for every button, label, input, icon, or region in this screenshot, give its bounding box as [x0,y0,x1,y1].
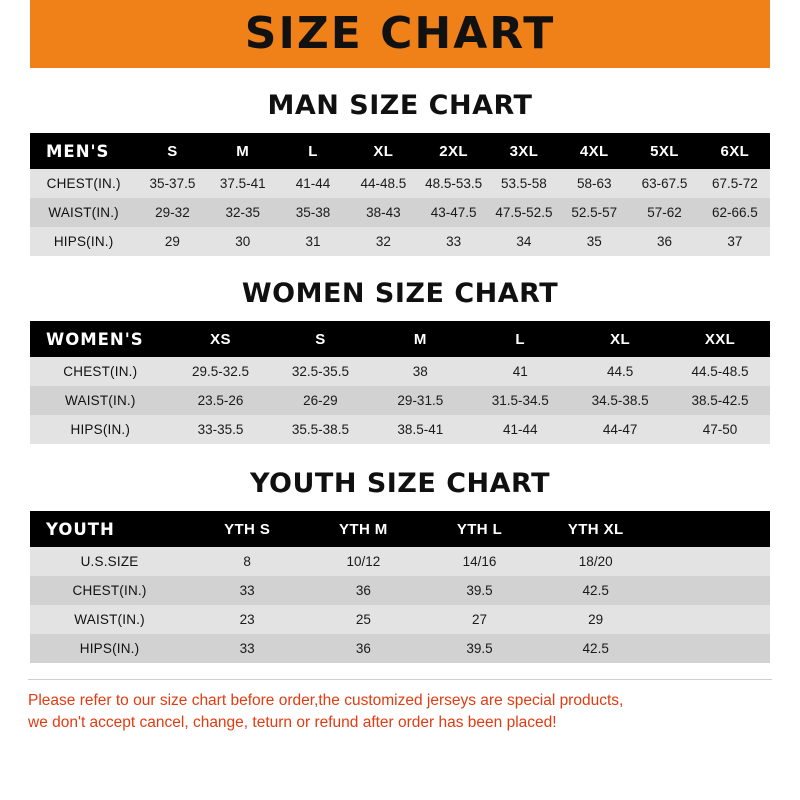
cell: 36 [305,576,421,605]
table-row [30,169,770,198]
cell: 30 [208,227,278,256]
cell-spacer [654,605,770,634]
cell: 34.5-38.5 [570,386,670,415]
cell: 32-35 [208,198,278,227]
cell: 18/20 [538,547,654,576]
column-header: XL [348,133,418,169]
row-label: WAIST(IN.) [30,386,171,415]
cell: 67.5-72 [700,169,770,198]
cell: 35.5-38.5 [270,415,370,444]
column-header: XL [570,321,670,357]
column-header-spacer [654,511,770,547]
cell: 42.5 [538,576,654,605]
column-header: L [278,133,348,169]
row-label: WAIST(IN.) [30,605,189,634]
cell: 63-67.5 [629,169,699,198]
cell: 38.5-42.5 [670,386,770,415]
women-size-table [30,321,770,444]
youth-size-table [30,511,770,663]
column-header: YTH S [189,511,305,547]
cell: 44.5 [570,357,670,386]
cell: 48.5-53.5 [418,169,488,198]
column-header: MEN'S [30,133,137,169]
cell: 32.5-35.5 [270,357,370,386]
note-line-1: Please refer to our size chart before order,the customized jerseys are special products, [28,692,624,709]
table-row [30,357,770,386]
column-header: YTH M [305,511,421,547]
row-label: WAIST(IN.) [30,198,137,227]
cell: 39.5 [421,634,537,663]
women-section-title: WOMEN SIZE CHART [241,278,559,309]
column-header: S [270,321,370,357]
table-row [30,415,770,444]
cell: 31.5-34.5 [470,386,570,415]
table-row [30,198,770,227]
cell: 44.5-48.5 [670,357,770,386]
column-header: 3XL [489,133,559,169]
column-header: 4XL [559,133,629,169]
cell: 23 [189,605,305,634]
cell: 29 [538,605,654,634]
cell: 33-35.5 [171,415,271,444]
table-header-row [30,133,770,169]
cell: 52.5-57 [559,198,629,227]
cell: 44-47 [570,415,670,444]
row-label: CHEST(IN.) [30,357,171,386]
cell: 25 [305,605,421,634]
disclaimer-note [28,679,772,735]
cell: 53.5-58 [489,169,559,198]
cell: 42.5 [538,634,654,663]
table-header-row [30,511,770,547]
table-row [30,386,770,415]
column-header: YOUTH [30,511,189,547]
youth-section-title: YOUTH SIZE CHART [249,468,551,499]
cell: 8 [189,547,305,576]
cell: 29 [137,227,207,256]
row-label: U.S.SIZE [30,547,189,576]
table-row [30,547,770,576]
cell: 35-38 [278,198,348,227]
cell: 23.5-26 [171,386,271,415]
table-row [30,576,770,605]
column-header: S [137,133,207,169]
youth-table-wrap [30,511,770,663]
column-header: M [370,321,470,357]
row-label: HIPS(IN.) [30,415,171,444]
column-header: YTH XL [538,511,654,547]
row-label: CHEST(IN.) [30,169,137,198]
cell: 38 [370,357,470,386]
cell: 34 [489,227,559,256]
cell: 37.5-41 [208,169,278,198]
page-title: SIZE CHART [244,8,556,59]
cell: 26-29 [270,386,370,415]
row-label: HIPS(IN.) [30,227,137,256]
cell: 32 [348,227,418,256]
cell: 36 [629,227,699,256]
cell: 33 [189,576,305,605]
cell: 29.5-32.5 [171,357,271,386]
women-table-wrap [30,321,770,444]
cell: 29-32 [137,198,207,227]
cell: 39.5 [421,576,537,605]
column-header: 6XL [700,133,770,169]
cell: 29-31.5 [370,386,470,415]
column-header: YTH L [421,511,537,547]
cell: 38-43 [348,198,418,227]
cell: 33 [189,634,305,663]
banner [0,0,800,68]
table-row [30,634,770,663]
cell: 36 [305,634,421,663]
cell-spacer [654,634,770,663]
cell-spacer [654,576,770,605]
cell-spacer [654,547,770,576]
column-header: XS [171,321,271,357]
men-section-title: MAN SIZE CHART [267,90,533,121]
row-label: CHEST(IN.) [30,576,189,605]
row-label: HIPS(IN.) [30,634,189,663]
cell: 41 [470,357,570,386]
men-table-wrap [30,133,770,256]
table-header-row [30,321,770,357]
cell: 43-47.5 [418,198,488,227]
cell: 10/12 [305,547,421,576]
table-row [30,227,770,256]
cell: 38.5-41 [370,415,470,444]
cell: 58-63 [559,169,629,198]
cell: 47-50 [670,415,770,444]
cell: 37 [700,227,770,256]
cell: 47.5-52.5 [489,198,559,227]
cell: 57-62 [629,198,699,227]
men-size-table [30,133,770,256]
cell: 31 [278,227,348,256]
column-header: L [470,321,570,357]
cell: 14/16 [421,547,537,576]
note-line-2: we don't accept cancel, change, teturn or refund after order has been placed! [28,714,557,732]
cell: 35 [559,227,629,256]
column-header: M [208,133,278,169]
column-header: 5XL [629,133,699,169]
column-header: WOMEN'S [30,321,171,357]
column-header: XXL [670,321,770,357]
column-header: 2XL [418,133,488,169]
cell: 44-48.5 [348,169,418,198]
cell: 41-44 [278,169,348,198]
cell: 33 [418,227,488,256]
cell: 27 [421,605,537,634]
cell: 35-37.5 [137,169,207,198]
cell: 62-66.5 [700,198,770,227]
table-row [30,605,770,634]
cell: 41-44 [470,415,570,444]
